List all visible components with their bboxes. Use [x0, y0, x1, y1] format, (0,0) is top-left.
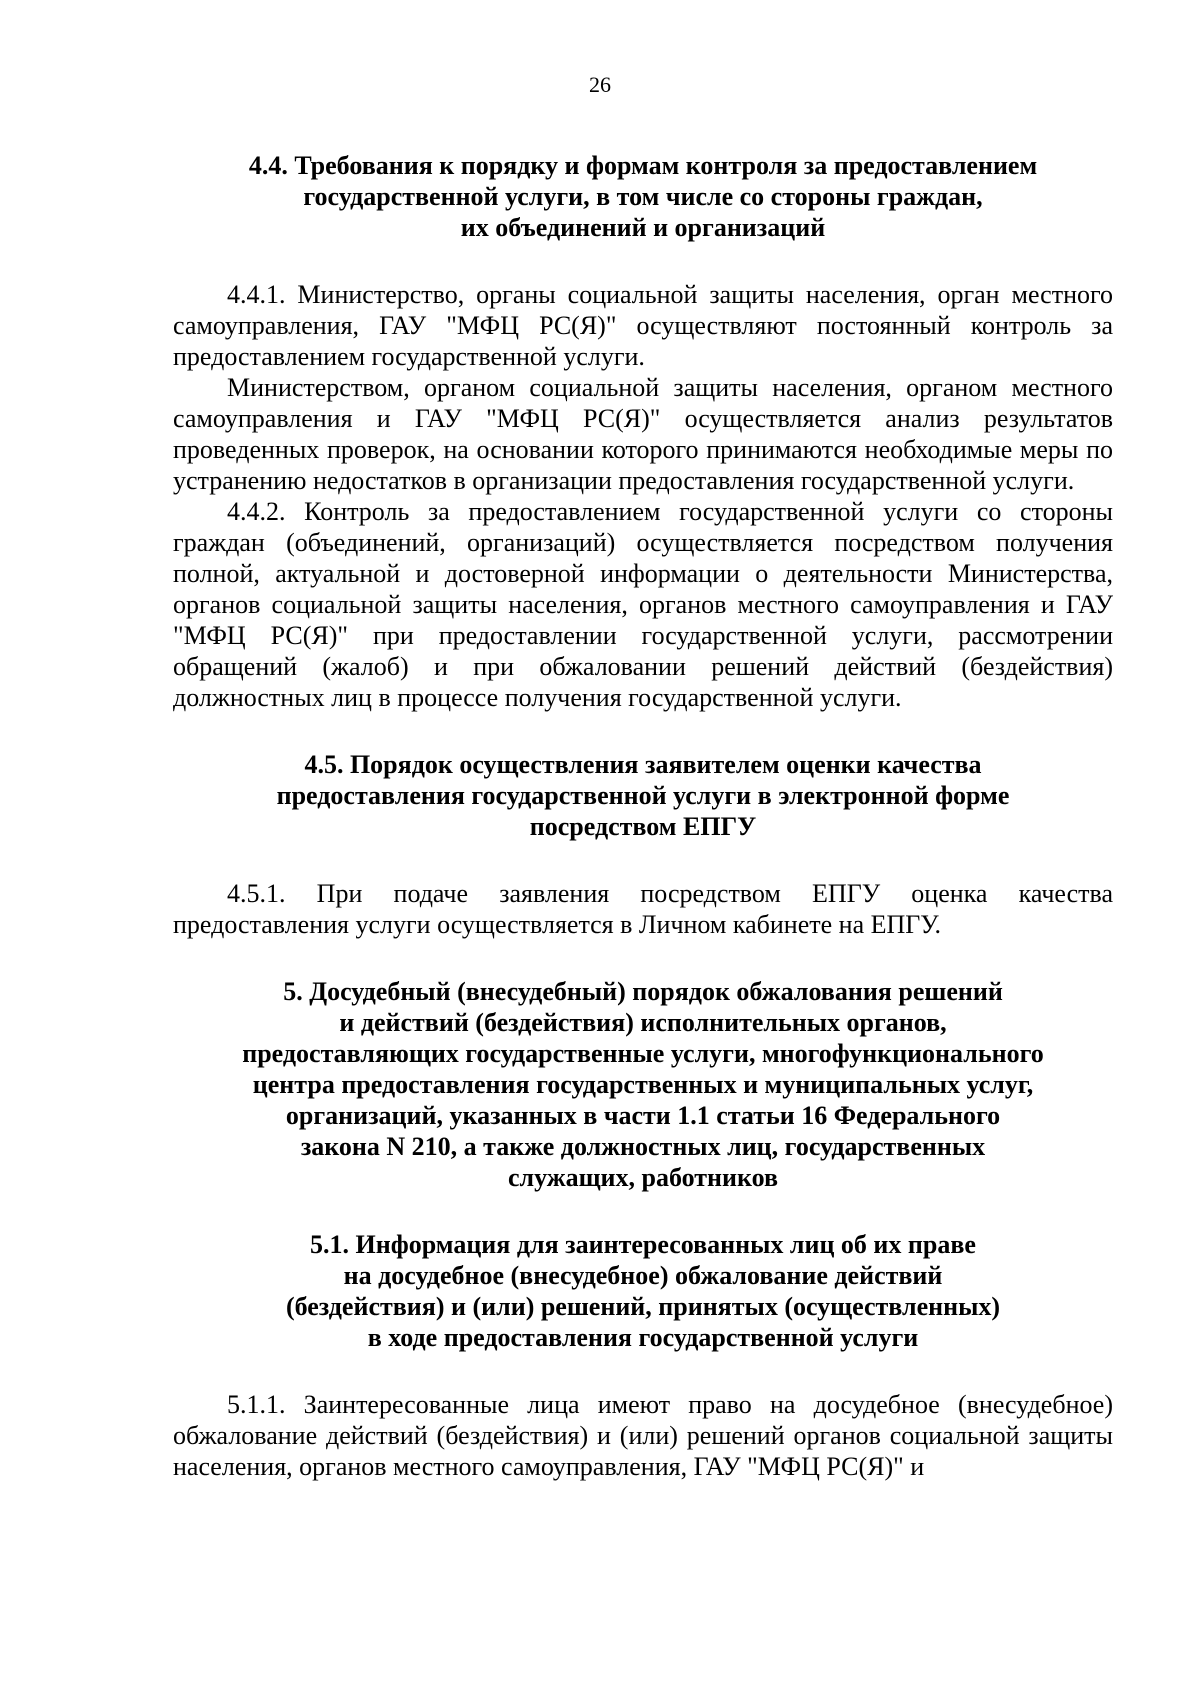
heading-line: и действий (бездействия) исполнительных органов, [339, 1008, 947, 1037]
heading-line: закона N 210, а также должностных лиц, государственных [300, 1132, 986, 1161]
paragraph-4-4-2: 4.4.2. Контроль за предоставлением государственной услуги со стороны граждан (объединений, организаций) осуществляется посредством получения полной, актуальной и достоверной информации о деятельности Министерства, органов социальной защиты населения, органов местного самоуправления и ГАУ "МФЦ РС(Я)" при предоставлении государственной услуги, рассмотрении обращений (жалоб) и при обжаловании решений действий (бездействия) должностных лиц в процессе получения государственной услуги. [173, 497, 1113, 712]
heading-line: центра предоставления государственных и муниципальных услуг, [252, 1070, 1034, 1099]
paragraph-4-4-1-analysis: Министерством, органом социальной защиты населения, органом местного самоуправления и ГАУ "МФЦ РС(Я)" осуществляется анализ результатов проведенных проверок, на основании которого принимаются необходимые меры по устранению недостатков в организации предоставления государственной услуги. [173, 373, 1113, 495]
section-4-5-heading [173, 749, 1113, 842]
heading-line: государственной услуги, в том числе со стороны граждан, [303, 182, 983, 211]
document-body [173, 150, 1113, 1482]
heading-line: 4.4. Требования к порядку и формам контроля за предоставлением [248, 151, 1038, 180]
heading-line: на досудебное (внесудебное) обжалование действий [343, 1261, 943, 1290]
paragraph-4-5-1: 4.5.1. При подаче заявления посредством ЕПГУ оценка качества предоставления услуги осуществляется в Личном кабинете на ЕПГУ. [173, 879, 1113, 939]
heading-line: 5. Досудебный (внесудебный) порядок обжалования решений [283, 977, 1003, 1006]
heading-line: в ходе предоставления государственной услуги [367, 1323, 919, 1352]
heading-line: служащих, работников [507, 1163, 779, 1192]
heading-line: предоставляющих государственные услуги, многофункционального [242, 1039, 1044, 1068]
heading-line: организаций, указанных в части 1.1 статьи 16 Федерального [285, 1101, 1001, 1130]
heading-line: (бездействия) и (или) решений, принятых (осуществленных) [285, 1292, 1001, 1321]
heading-line: 4.5. Порядок осуществления заявителем оценки качества [304, 750, 982, 779]
paragraph-4-4-1: 4.4.1. Министерство, органы социальной защиты населения, орган местного самоуправления, ГАУ "МФЦ РС(Я)" осуществляют постоянный контроль за предоставлением государственной услуги. [173, 280, 1113, 371]
section-4-4-heading [173, 150, 1113, 243]
heading-line: 5.1. Информация для заинтересованных лиц об их праве [310, 1230, 976, 1259]
heading-line: посредством ЕПГУ [529, 812, 757, 841]
section-5-1-heading [173, 1229, 1113, 1353]
section-5-heading [173, 976, 1113, 1193]
heading-line: предоставления государственной услуги в электронной форме [276, 781, 1010, 810]
heading-line: их объединений и организаций [460, 213, 826, 242]
page-number: 26 [589, 72, 611, 97]
paragraph-5-1-1: 5.1.1. Заинтересованные лица имеют право на досудебное (внесудебное) обжалование действий (бездействия) и (или) решений органов социальной защиты населения, органов местного самоуправления, ГАУ "МФЦ РС(Я)" и [173, 1390, 1113, 1481]
